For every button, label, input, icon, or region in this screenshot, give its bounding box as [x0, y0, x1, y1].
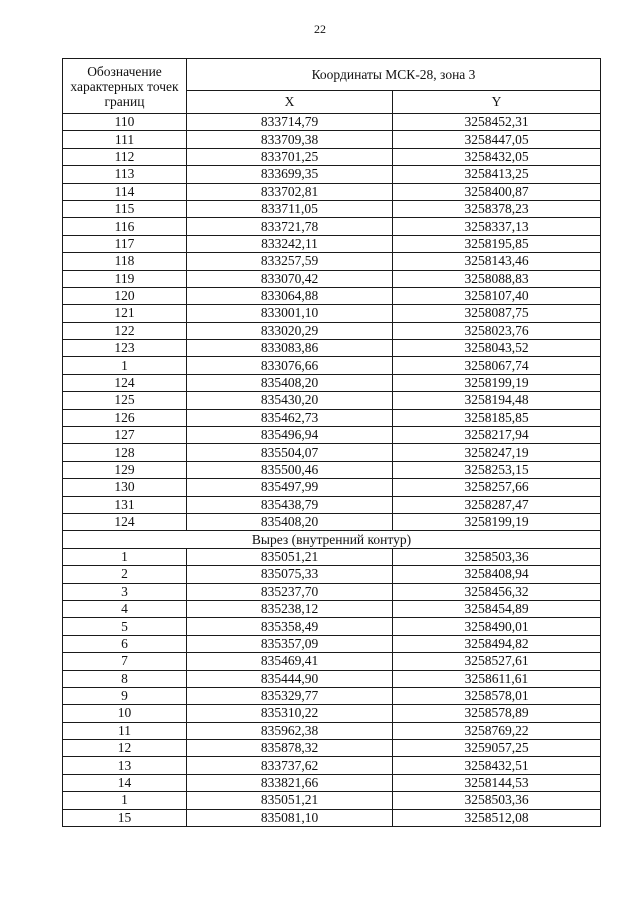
section-label: Вырез (внутренний контур) [63, 531, 601, 548]
table-row [63, 235, 601, 252]
point-cell: 113 [63, 166, 187, 183]
x-cell: 835878,32 [187, 740, 393, 757]
point-cell: 119 [63, 270, 187, 287]
y-cell: 3258490,01 [393, 618, 601, 635]
y-cell: 3258578,89 [393, 705, 601, 722]
table-row [63, 427, 601, 444]
table-row [63, 740, 601, 757]
y-cell: 3258769,22 [393, 722, 601, 739]
table-row [63, 218, 601, 235]
table-row [63, 270, 601, 287]
y-cell: 3258337,13 [393, 218, 601, 235]
table-row [63, 600, 601, 617]
x-cell: 835237,70 [187, 583, 393, 600]
point-cell: 15 [63, 809, 187, 826]
table-row [63, 461, 601, 478]
x-cell: 835329,77 [187, 687, 393, 704]
x-cell: 835469,41 [187, 653, 393, 670]
x-cell: 833709,38 [187, 131, 393, 148]
table-row [63, 774, 601, 791]
x-cell: 835075,33 [187, 566, 393, 583]
point-cell: 118 [63, 253, 187, 270]
point-cell: 8 [63, 670, 187, 687]
x-cell: 835504,07 [187, 444, 393, 461]
x-cell: 833076,66 [187, 357, 393, 374]
point-cell: 10 [63, 705, 187, 722]
y-cell: 3258144,53 [393, 774, 601, 791]
x-cell: 833020,29 [187, 322, 393, 339]
table-row [63, 496, 601, 513]
point-cell: 1 [63, 792, 187, 809]
point-cell: 110 [63, 114, 187, 131]
point-cell: 120 [63, 287, 187, 304]
point-cell: 11 [63, 722, 187, 739]
table-row [63, 253, 601, 270]
inner-contour-rows [63, 548, 601, 826]
x-cell: 835444,90 [187, 670, 393, 687]
y-cell: 3258494,82 [393, 635, 601, 652]
point-cell: 5 [63, 618, 187, 635]
point-cell: 14 [63, 774, 187, 791]
header-x: X [187, 91, 393, 114]
point-cell: 124 [63, 374, 187, 391]
y-cell: 3258195,85 [393, 235, 601, 252]
table-row [63, 148, 601, 165]
point-cell: 129 [63, 461, 187, 478]
table-row [63, 635, 601, 652]
x-cell: 835408,20 [187, 513, 393, 530]
point-cell: 4 [63, 600, 187, 617]
y-cell: 3258578,01 [393, 687, 601, 704]
table-row [63, 166, 601, 183]
y-cell: 3258408,94 [393, 566, 601, 583]
x-cell: 835462,73 [187, 409, 393, 426]
x-cell: 835408,20 [187, 374, 393, 391]
point-cell: 13 [63, 757, 187, 774]
point-cell: 115 [63, 200, 187, 217]
y-cell: 3258107,40 [393, 287, 601, 304]
y-cell: 3258503,36 [393, 548, 601, 565]
y-cell: 3258432,05 [393, 148, 601, 165]
point-cell: 112 [63, 148, 187, 165]
y-cell: 3259057,25 [393, 740, 601, 757]
y-cell: 3258512,08 [393, 809, 601, 826]
table-row [63, 305, 601, 322]
x-cell: 835051,21 [187, 792, 393, 809]
point-cell: 123 [63, 340, 187, 357]
x-cell: 833242,11 [187, 235, 393, 252]
table-row [63, 583, 601, 600]
x-cell: 835497,99 [187, 479, 393, 496]
x-cell: 833711,05 [187, 200, 393, 217]
x-cell: 835962,38 [187, 722, 393, 739]
table-row [63, 513, 601, 530]
point-cell: 12 [63, 740, 187, 757]
point-cell: 130 [63, 479, 187, 496]
table-row [63, 670, 601, 687]
x-cell: 833064,88 [187, 287, 393, 304]
point-cell: 128 [63, 444, 187, 461]
x-cell: 833083,86 [187, 340, 393, 357]
point-cell: 6 [63, 635, 187, 652]
table-row [63, 114, 601, 131]
table-row [63, 322, 601, 339]
point-cell: 127 [63, 427, 187, 444]
y-cell: 3258199,19 [393, 374, 601, 391]
table-row [63, 409, 601, 426]
section-row [63, 531, 601, 548]
point-cell: 125 [63, 392, 187, 409]
table-row [63, 618, 601, 635]
point-cell: 114 [63, 183, 187, 200]
table-row [63, 792, 601, 809]
table-row [63, 183, 601, 200]
table-row [63, 653, 601, 670]
page-number: 22 [314, 22, 326, 36]
x-cell: 833257,59 [187, 253, 393, 270]
y-cell: 3258413,25 [393, 166, 601, 183]
coordinates-table [62, 58, 601, 827]
x-cell: 835496,94 [187, 427, 393, 444]
point-cell: 117 [63, 235, 187, 252]
x-cell: 835051,21 [187, 548, 393, 565]
x-cell: 835358,49 [187, 618, 393, 635]
table-row [63, 687, 601, 704]
x-cell: 835357,09 [187, 635, 393, 652]
point-cell: 121 [63, 305, 187, 322]
y-cell: 3258447,05 [393, 131, 601, 148]
x-cell: 833702,81 [187, 183, 393, 200]
y-cell: 3258023,76 [393, 322, 601, 339]
table-row [63, 566, 601, 583]
y-cell: 3258378,23 [393, 200, 601, 217]
x-cell: 833699,35 [187, 166, 393, 183]
y-cell: 3258253,15 [393, 461, 601, 478]
table-row [63, 340, 601, 357]
point-cell: 7 [63, 653, 187, 670]
header-coordinates: Координаты МСК-28, зона 3 [187, 59, 601, 91]
point-cell: 3 [63, 583, 187, 600]
table-row [63, 479, 601, 496]
table-row [63, 357, 601, 374]
y-cell: 3258247,19 [393, 444, 601, 461]
x-cell: 835430,20 [187, 392, 393, 409]
x-cell: 833070,42 [187, 270, 393, 287]
x-cell: 835310,22 [187, 705, 393, 722]
x-cell: 835500,46 [187, 461, 393, 478]
table-row [63, 757, 601, 774]
point-cell: 126 [63, 409, 187, 426]
y-cell: 3258527,61 [393, 653, 601, 670]
point-cell: 131 [63, 496, 187, 513]
point-cell: 116 [63, 218, 187, 235]
y-cell: 3258287,47 [393, 496, 601, 513]
y-cell: 3258194,48 [393, 392, 601, 409]
header-y: Y [393, 91, 601, 114]
table-row [63, 374, 601, 391]
table-row [63, 705, 601, 722]
x-cell: 835238,12 [187, 600, 393, 617]
table-row [63, 809, 601, 826]
table-row [63, 392, 601, 409]
y-cell: 3258611,61 [393, 670, 601, 687]
x-cell: 833737,62 [187, 757, 393, 774]
x-cell: 833821,66 [187, 774, 393, 791]
x-cell: 833001,10 [187, 305, 393, 322]
y-cell: 3258185,85 [393, 409, 601, 426]
y-cell: 3258454,89 [393, 600, 601, 617]
x-cell: 833701,25 [187, 148, 393, 165]
y-cell: 3258452,31 [393, 114, 601, 131]
x-cell: 833721,78 [187, 218, 393, 235]
y-cell: 3258088,83 [393, 270, 601, 287]
y-cell: 3258067,74 [393, 357, 601, 374]
x-cell: 833714,79 [187, 114, 393, 131]
x-cell: 835081,10 [187, 809, 393, 826]
table-row [63, 722, 601, 739]
point-cell: 1 [63, 357, 187, 374]
point-cell: 2 [63, 566, 187, 583]
y-cell: 3258043,52 [393, 340, 601, 357]
table-row [63, 131, 601, 148]
header-points: Обозначение характерных точек границ [63, 59, 187, 114]
x-cell: 835438,79 [187, 496, 393, 513]
y-cell: 3258257,66 [393, 479, 601, 496]
y-cell: 3258400,87 [393, 183, 601, 200]
table-row [63, 548, 601, 565]
table-row [63, 444, 601, 461]
point-cell: 9 [63, 687, 187, 704]
y-cell: 3258503,36 [393, 792, 601, 809]
y-cell: 3258143,46 [393, 253, 601, 270]
y-cell: 3258217,94 [393, 427, 601, 444]
y-cell: 3258087,75 [393, 305, 601, 322]
y-cell: 3258432,51 [393, 757, 601, 774]
point-cell: 122 [63, 322, 187, 339]
point-cell: 111 [63, 131, 187, 148]
table-row [63, 287, 601, 304]
y-cell: 3258199,19 [393, 513, 601, 530]
point-cell: 124 [63, 513, 187, 530]
point-cell: 1 [63, 548, 187, 565]
y-cell: 3258456,32 [393, 583, 601, 600]
outer-contour-rows [63, 114, 601, 531]
table-row [63, 200, 601, 217]
